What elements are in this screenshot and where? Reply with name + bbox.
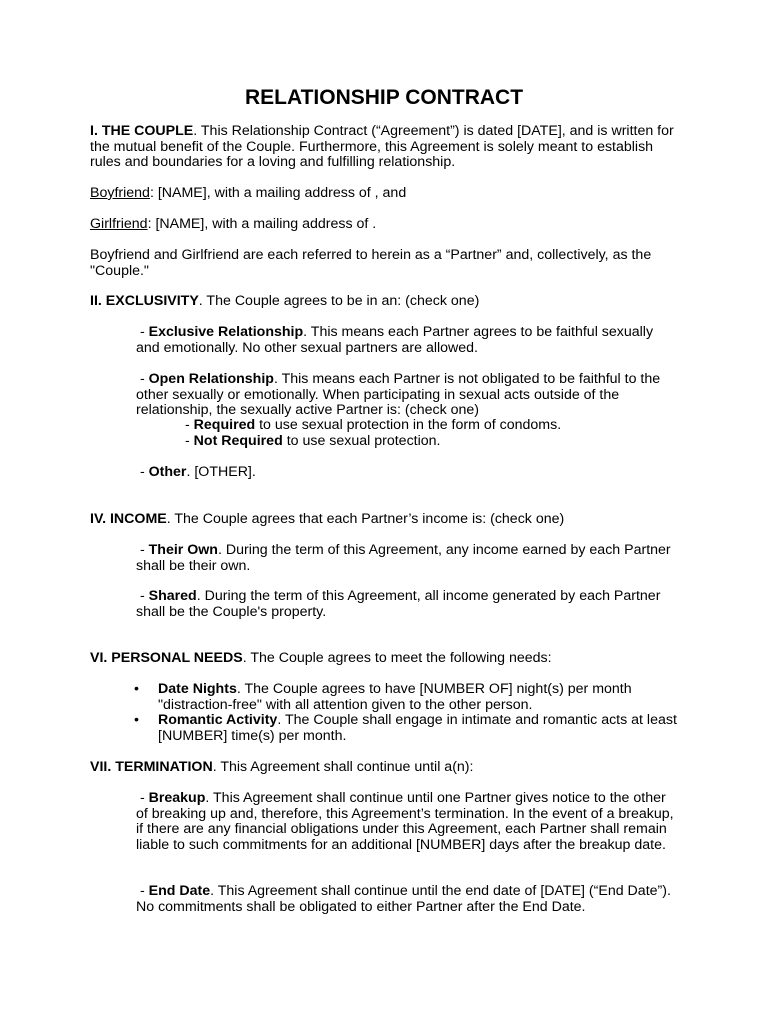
boyfriend-label: Boyfriend	[90, 185, 150, 201]
section-heading: I. THE COUPLE	[90, 123, 194, 139]
girlfriend-label: Girlfriend	[90, 216, 148, 232]
option-other: - Other. [OTHER].	[136, 464, 256, 480]
option-heading: Shared	[148, 588, 197, 604]
option-not-required: - Not Required to use sexual protection.	[185, 433, 441, 449]
option-text: . This Agreement shall continue until the end date of [DATE] (“End Date”). No commitments shall be obligated to either Partner after the End Date.	[136, 883, 671, 915]
section-termination	[90, 760, 680, 776]
section-exclusivity	[90, 294, 680, 310]
option-their-own: - Their Own. During the term of this Agreement, any income earned by each Partner shall be their own.	[136, 542, 671, 574]
section-text: . This Agreement shall continue until a(n):	[212, 759, 474, 775]
option-text: . This means each Partner is not obligated to be faithful to the other sexually or emotionally. When participating in sexual acts outside of the relationship, the sexually active Partner is: (check one)	[136, 371, 661, 418]
option-heading: Not Required	[193, 433, 283, 449]
boyfriend-text: : [NAME], with a mailing address of , and	[149, 185, 407, 201]
partners-definition: Boyfriend and Girlfriend are each referred to herein as a “Partner” and, collectively, as the "Couple."	[90, 247, 652, 279]
girlfriend-text: : [NAME], with a mailing address of .	[147, 216, 377, 232]
section-heading: VI. PERSONAL NEEDS	[90, 650, 243, 666]
section-heading: VII. TERMINATION	[90, 759, 213, 775]
section-income	[90, 512, 680, 528]
option-text: . [OTHER].	[186, 464, 256, 480]
option-text: to use sexual protection in the form of condoms.	[255, 417, 562, 433]
section-text: . This Relationship Contract (“Agreement”) is dated [DATE], and is written for the mutual benefit of the Couple. Furthermore, this Agreement is solely meant to establish rules and boundaries for a loving and fulfilling relationship.	[90, 123, 674, 170]
section-heading: IV. INCOME	[90, 511, 167, 527]
option-text: . During the term of this Agreement, all income generated by each Partner shall be the Couple's property.	[136, 588, 661, 620]
document-title: RELATIONSHIP CONTRACT	[244, 86, 524, 109]
section-couple	[90, 124, 680, 171]
girlfriend-line	[90, 217, 680, 233]
option-required: - Required to use sexual protection in the form of condoms.	[185, 417, 562, 433]
option-heading: Open Relationship	[148, 371, 274, 387]
option-text: to use sexual protection.	[282, 433, 441, 449]
option-text: . This Agreement shall continue until one Partner gives notice to the other of breaking up and, therefore, this Agreement’s termination. In the event of a breakup, if there are any financial obligations under this Agreement, each Partner shall remain liable to such commitments for an additional [NUMBER] days after the breakup date.	[136, 790, 674, 853]
item-heading: Romantic Activity	[158, 712, 278, 728]
bullet-icon: •	[134, 681, 139, 697]
section-personal-needs	[90, 651, 680, 667]
section-text: . The Couple agrees that each Partner’s income is: (check one)	[166, 511, 565, 527]
option-text: . This means each Partner agrees to be faithful sexually and emotionally. No other sexual partners are allowed.	[136, 324, 654, 356]
option-shared: - Shared. During the term of this Agreement, all income generated by each Partner shall be the Couple's property.	[136, 588, 661, 620]
option-heading: End Date	[148, 883, 211, 899]
option-open: - Open Relationship. This means each Partner is not obligated to be faithful to the other sexually or emotionally. When participating in sexual acts outside of the relationship, the sexually active Partner is: (check one)	[136, 371, 661, 418]
section-heading: II. EXCLUSIVITY	[90, 293, 199, 309]
option-heading: Exclusive Relationship	[148, 324, 304, 340]
option-heading: Breakup	[148, 790, 206, 806]
boyfriend-line	[90, 186, 680, 202]
option-heading: Other	[148, 464, 187, 480]
item-heading: Date Nights	[158, 681, 237, 697]
section-text: . The Couple agrees to meet the following needs:	[242, 650, 552, 666]
list-item-date-nights	[158, 682, 680, 713]
bullet-icon: •	[134, 712, 139, 728]
option-breakup: - Breakup. This Agreement shall continue until one Partner gives notice to the other of breaking up and, therefore, this Agreement’s termination. In the event of a breakup, if there are any financial obligations under this Agreement, each Partner shall remain liable to such commitments for an additional [NUMBER] days after the breakup date.	[136, 790, 674, 853]
section-text: . The Couple agrees to be in an: (check one)	[198, 293, 480, 309]
option-end-date: - End Date. This Agreement shall continue until the end date of [DATE] (“End Date”). No commitments shall be obligated to either Partner after the End Date.	[136, 883, 671, 915]
option-heading: Required	[193, 417, 256, 433]
item-text: . The Couple shall engage in intimate and romantic acts at least [NUMBER] time(s) per month.	[158, 712, 677, 744]
option-heading: Their Own	[148, 542, 218, 558]
option-exclusive: - Exclusive Relationship. This means each Partner agrees to be faithful sexually and emotionally. No other sexual partners are allowed.	[136, 324, 654, 356]
option-text: . During the term of this Agreement, any income earned by each Partner shall be their own.	[136, 542, 671, 574]
list-item-romantic-activity	[158, 713, 680, 744]
item-text: . The Couple agrees to have [NUMBER OF] night(s) per month "distraction-free" with all attention given to the other person.	[158, 681, 632, 713]
